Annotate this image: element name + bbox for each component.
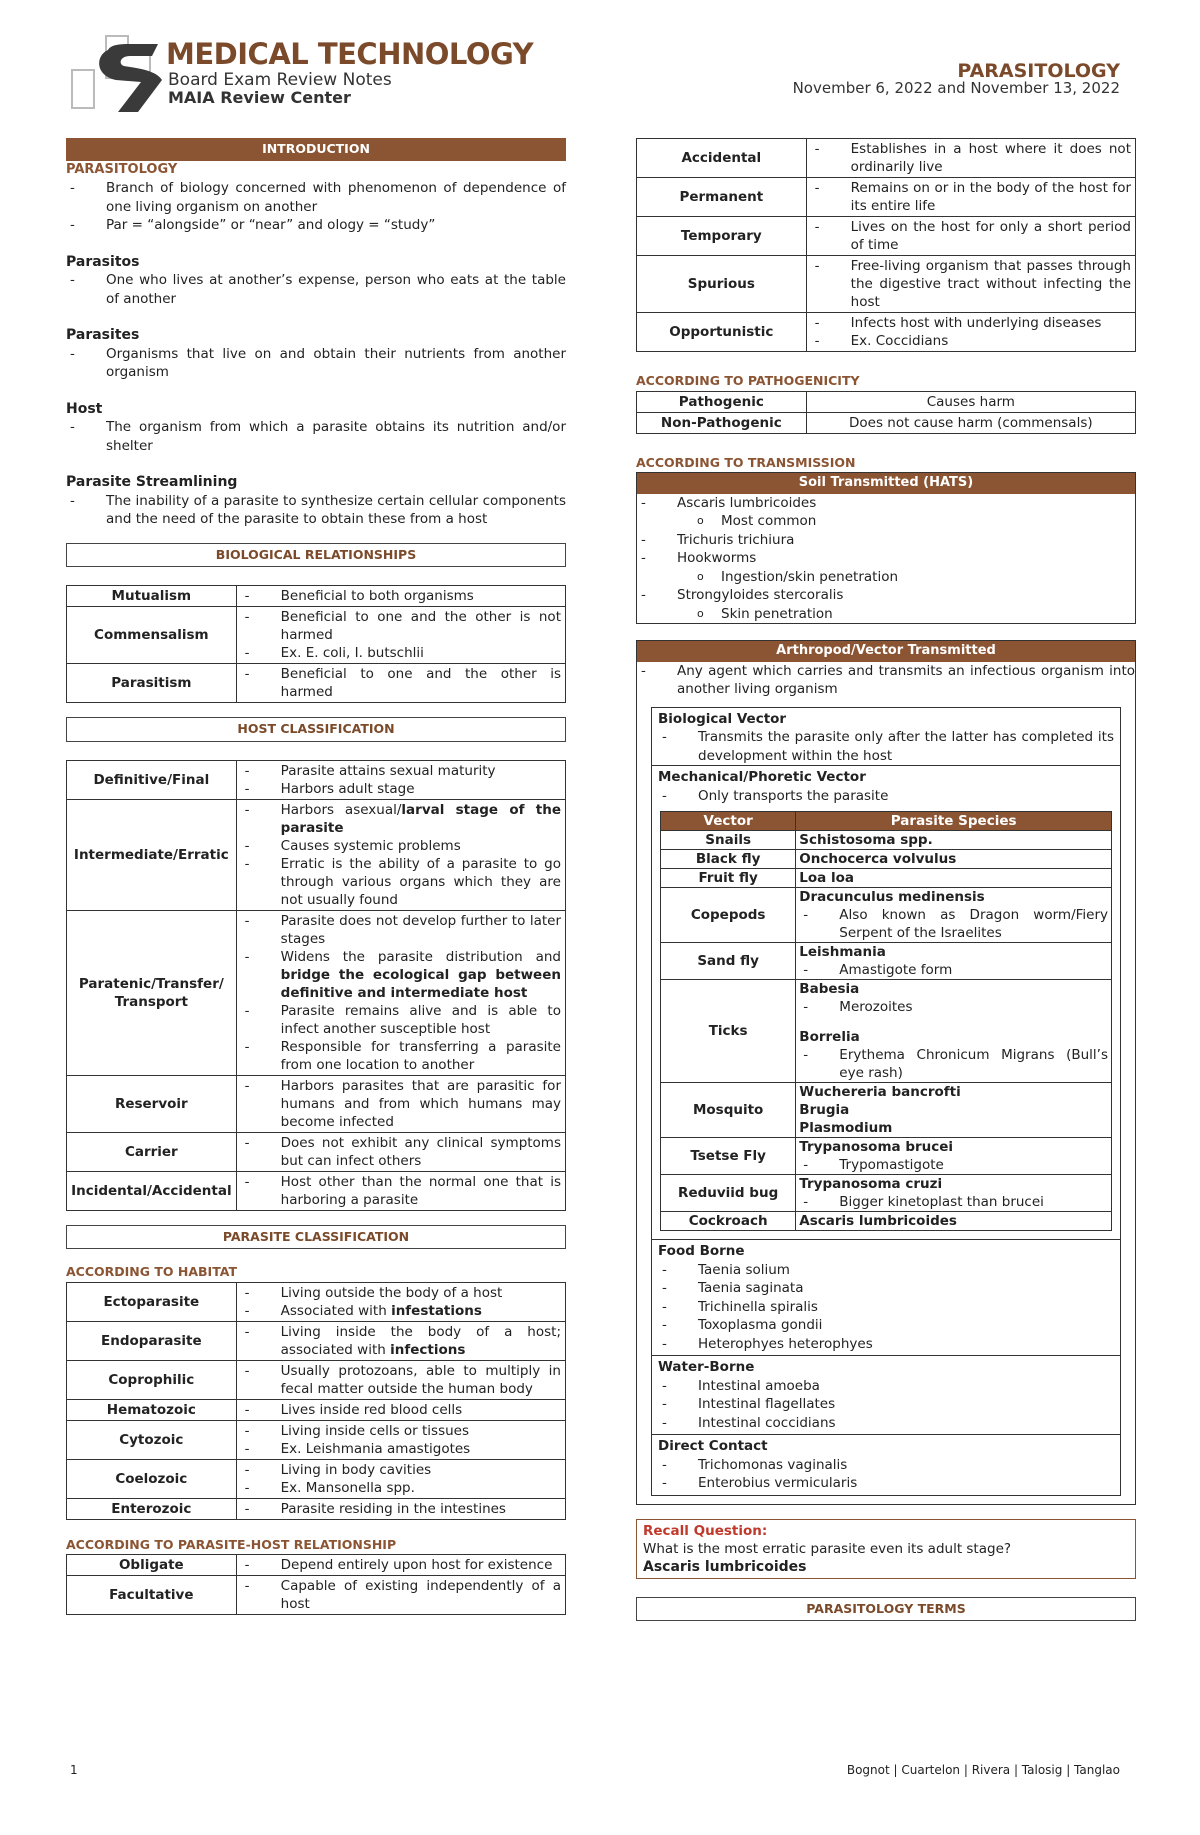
table-row: Incidental/Accidental - Host other than the normal one that is harboring a parasite [67,1171,566,1210]
table-row: Enterozoic - Parasite residing in the intestines [67,1498,566,1519]
table-row: Copepods Dracunculus medinensis - Also known as Dragon worm/Fiery Serpent of the Israelites [661,888,1112,943]
bio-table [66,585,566,703]
table-row: Mosquito Wuchereria bancrofti Brugia Plasmodium [661,1083,1112,1138]
table-row: Black fly Onchocerca volvulus [661,850,1112,869]
table-row: Reduviid bug Trypanosoma cruzi - Bigger kinetoplast than brucei [661,1175,1112,1212]
pathogenicity-table [636,391,1136,434]
parasite-class-heading: PARASITE CLASSIFICATION [66,1225,566,1250]
habitat-table [66,1282,566,1520]
vector-box: Biological Vector - Transmits the parasite only after the latter has completed its development within the host Mechanical/Phoretic Vector - Only transports the parasite Vector Parasite Species Snails Schistosoma spp. Black fly Onchocerca volvulus Fruit fly Loa loa Copepods Dracunculus medinensis - Also known as Dragon worm/Fiery Serpent of the Israelites Sand fly Leishmania - Amastigote form Ticks Babesia - Merozoites Borrelia - Erythema Chronicum Migrans (Bull’s eye rash) Mosquito Wuchereria bancrofti Brugia Plasmodium Tsetse Fly Trypanosoma brucei - Trypomastigote Reduviid bug Trypanosoma cruzi - Bigger kinetoplast than brucei Cockroach Ascaris lumbricoides Food Borne - Taenia solium - Taenia saginata - Trichinella spiralis - Toxoplasma gondii - Heterophyes heterophyes Water-Borne - Intestinal amoeba - Intestinal flagellates - Intestinal coccidians Direct Contact - Trichomonas vaginalis - Enterobius vermicularis [651,707,1121,1496]
table-row: Pathogenic Causes harm [637,391,1136,412]
intro-heading: INTRODUCTION [66,138,566,161]
relationship-table [66,1554,566,1615]
header-title: MEDICAL TECHNOLOGY [166,37,534,71]
table-row: Facultative - Capable of existing independently of a host [67,1576,566,1615]
table-row: Temporary - Lives on the host for only a short period of time [637,217,1136,256]
table-row: Snails Schistosoma spp. [661,831,1112,850]
table-row: Paratenic/Transfer/ Transport - Parasite does not develop further to later stages - Widens the parasite distribution and bridge the ecological gap between definitive and intermediate host - Parasite remains alive and is able to infect another susceptible host - Responsible for transferring a parasite from one location to another [67,910,566,1075]
authors: Bognot | Cuartelon | Rivera | Talosig | Tanglao [846,1763,1120,1777]
table-row: Intermediate/Erratic - Harbors asexual/larval stage of the parasite - Causes systemic problems - Erratic is the ability of a parasite to go through various organs which they are not usually found [67,799,566,910]
left-column [66,138,566,1615]
header-subtitle: Board Exam Review Notes [168,70,392,90]
table-row: Mutualism - Beneficial to both organisms [67,586,566,607]
table-row: Parasitism - Beneficial to one and the other is harmed [67,664,566,703]
header-center: MAIA Review Center [168,88,351,107]
table-row: Opportunistic - Infects host with underlying diseases - Ex. Coccidians [637,313,1136,352]
terms-heading: PARASITOLOGY TERMS [636,1597,1136,1622]
list-item: - The inability of a parasite to synthesize certain cellular components and the need of the parasite to obtain these from a host [66,492,566,529]
table-row: Cytozoic - Living inside cells or tissues - Ex. Leishmania amastigotes [67,1420,566,1459]
transmission-heading: ACCORDING TO TRANSMISSION [636,454,856,470]
table-row: Endoparasite - Living inside the body of a host; associated with infections [67,1321,566,1360]
table-row: Coprophilic - Usually protozoans, able to multiply in fecal matter outside the human body [67,1360,566,1399]
habitat-heading: ACCORDING TO HABITAT [66,1264,237,1279]
parasitology-label: PARASITOLOGY [66,161,178,177]
host-class-heading: HOST CLASSIFICATION [66,717,566,742]
list-item: - Organisms that live on and obtain their nutrients from another organism [66,345,566,382]
lecture-dates: November 6, 2022 and November 13, 2022 [792,79,1120,97]
bio-heading: BIOLOGICAL RELATIONSHIPS [66,543,566,568]
table-row: Hematozoic - Lives inside red blood cells [67,1399,566,1420]
right-column [636,138,1136,1621]
soil-heading: Soil Transmitted (HATS) [637,473,1135,494]
table-row: Reservoir - Harbors parasites that are parasitic for humans and from which humans may become infected [67,1075,566,1132]
arthropod-heading: Arthropod/Vector Transmitted [637,641,1135,662]
list-item: - The organism from which a parasite obtains its nutrition and/or shelter [66,418,566,455]
table-row: Obligate - Depend entirely upon host for existence [67,1555,566,1576]
vector-table: Vector Parasite Species Snails Schistosoma spp. Black fly Onchocerca volvulus Fruit fly Loa loa Copepods Dracunculus medinensis - Also known as Dragon worm/Fiery Serpent of the Israelites Sand fly Leishmania - Amastigote form Ticks Babesia - Merozoites Borrelia - Erythema Chronicum Migrans (Bull’s eye rash) Mosquito Wuchereria bancrofti Brugia Plasmodium Tsetse Fly Trypanosoma brucei - Trypomastigote Reduviid bug Trypanosoma cruzi - Bigger kinetoplast than brucei Cockroach Ascaris lumbricoides [660,811,1112,1231]
table-row: Coelozoic - Living in body cavities - Ex. Mansonella spp. [67,1459,566,1498]
parasites-label: Parasites [66,327,140,343]
table-row: Commensalism - Beneficial to one and the other is not harmed - Ex. E. coli, I. butschlii [67,607,566,664]
table-row: Accidental - Establishes in a host where it does not ordinarily live [637,139,1136,178]
relationship-cont-table [636,138,1136,352]
table-row: Fruit fly Loa loa [661,869,1112,888]
table-row: Definitive/Final - Parasite attains sexual maturity - Harbors adult stage [67,760,566,799]
table-row: Carrier - Does not exhibit any clinical symptoms but can infect others [67,1132,566,1171]
parasitology-list [66,179,566,235]
table-row: Sand fly Leishmania - Amastigote form [661,943,1112,980]
pathogenicity-heading: ACCORDING TO PATHOGENICITY [636,373,860,388]
page-number: 1 [70,1763,78,1777]
streamlining-label: Parasite Streamlining [66,474,238,490]
list-item: - One who lives at another’s expense, person who eats at the table of another [66,271,566,308]
relationship-heading: ACCORDING TO PARASITE-HOST RELATIONSHIP [66,1536,397,1552]
maia-logo-icon [66,30,176,115]
list-item: - Branch of biology concerned with phenomenon of dependence of one living organism on another [66,179,566,216]
table-row: Ticks Babesia - Merozoites Borrelia - Erythema Chronicum Migrans (Bull’s eye rash) [661,980,1112,1083]
table-row: Non-Pathogenic Does not cause harm (commensals) [637,412,1136,433]
table-row: Spurious - Free-living organism that passes through the digestive tract without infecting the host [637,256,1136,313]
arthropod-box: Arthropod/Vector Transmitted - Any agent which carries and transmits an infectious organism into another living organism Biological Vector - Transmits the parasite only after the latter has completed its development within the host Mechanical/Phoretic Vector - Only transports the parasite Vector Parasite Species Snails Schistosoma spp. Black fly Onchocerca volvulus Fruit fly Loa loa Copepods Dracunculus medinensis - Also known as Dragon worm/Fiery Serpent of the Israelites Sand fly Leishmania - Amastigote form Ticks Babesia - Merozoites Borrelia - Erythema Chronicum Migrans (Bull’s eye rash) Mosquito Wuchereria bancrofti Brugia Plasmodium Tsetse Fly Trypanosoma brucei - Trypomastigote Reduviid bug Trypanosoma cruzi - Bigger kinetoplast than brucei Cockroach Ascaris lumbricoides Food Borne - Taenia solium - Taenia saginata - Trichinella spiralis - Toxoplasma gondii - Heterophyes heterophyes Water-Borne - Intestinal amoeba - Intestinal flagellates - Intestinal coccidians Direct Contact - Trichomonas vaginalis - Enterobius vermicularis [636,640,1136,1505]
table-row: Ectoparasite - Living outside the body of a host - Associated with infestations [67,1282,566,1321]
table-row: Cockroach Ascaris lumbricoides [661,1212,1112,1231]
host-class-table [66,760,566,1211]
table-row: Tsetse Fly Trypanosoma brucei - Trypomastigote [661,1138,1112,1175]
recall-question-box: Recall Question: What is the most erratic parasite even its adult stage? Ascaris lumbricoides [636,1519,1136,1579]
subject-title: PARASITOLOGY [957,60,1120,82]
host-label: Host [66,400,103,417]
table-row: Permanent - Remains on or in the body of the host for its entire life [637,178,1136,217]
soil-box: Soil Transmitted (HATS) - Ascaris lumbricoides o Most common - Trichuris trichiura - Hookworms o Ingestion/skin penetration - Strongyloides stercoralis o Skin penetration [636,472,1136,624]
list-item: - Par = “alongside” or “near” and ology = “study” [66,216,566,235]
parasitos-label: Parasitos [66,253,140,270]
